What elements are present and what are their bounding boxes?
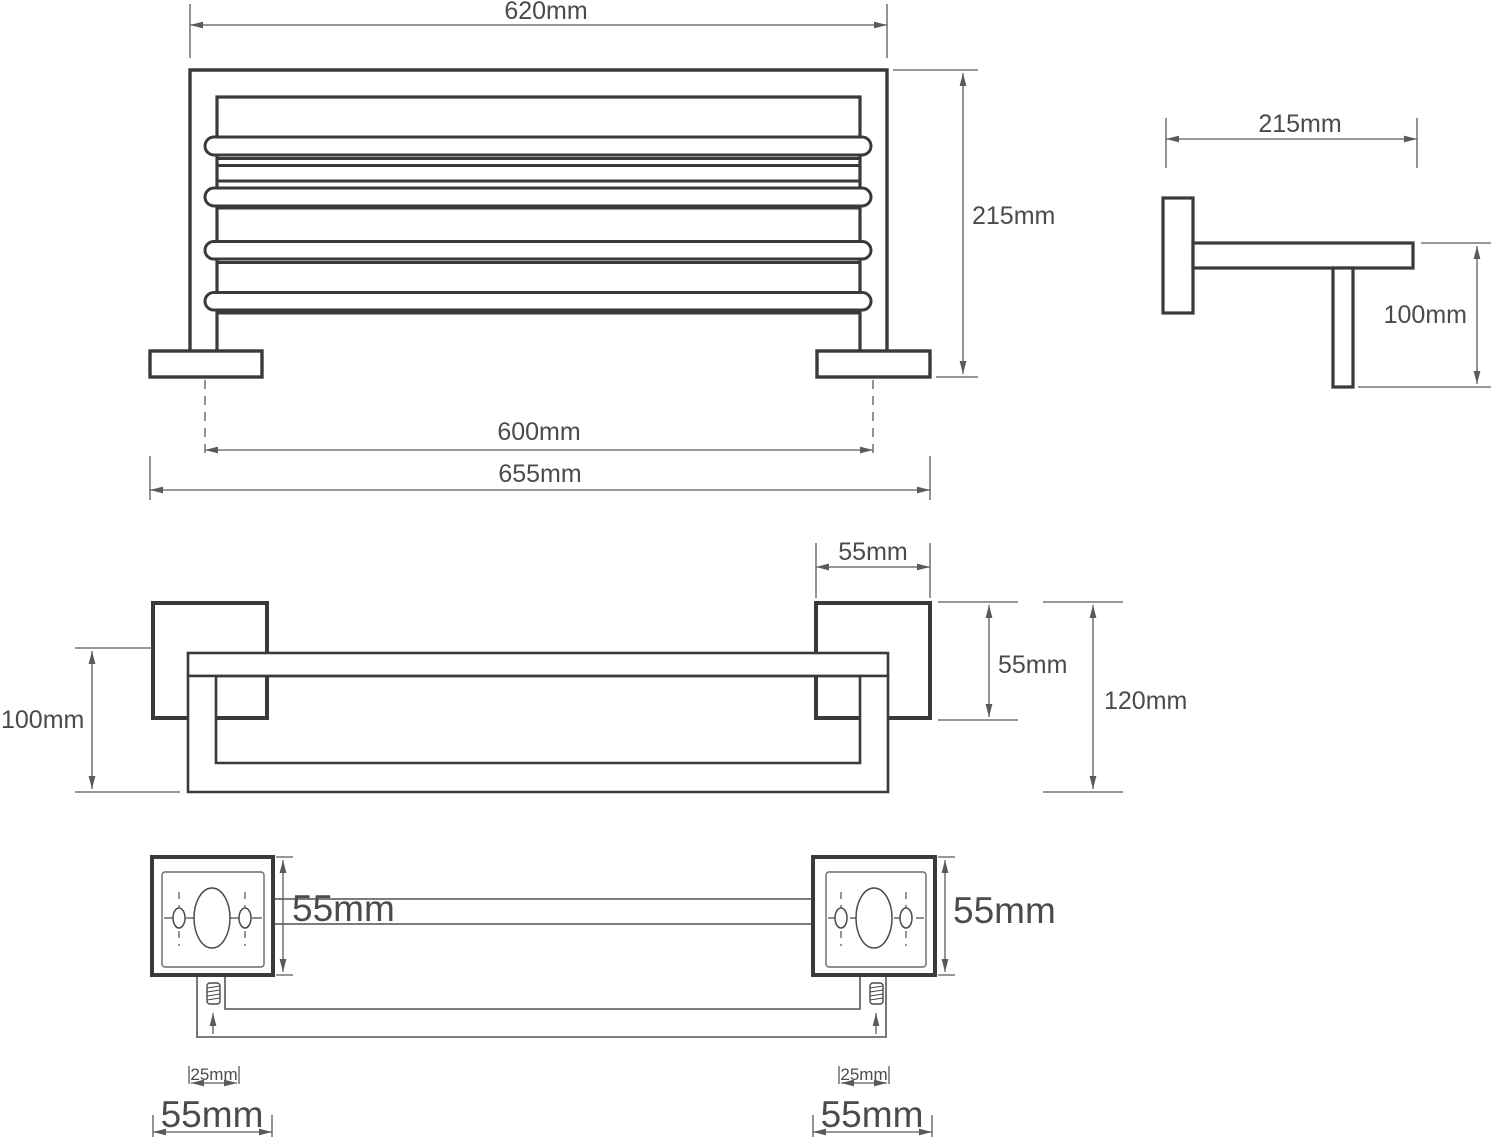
- dimension-25-left: [189, 1065, 239, 1084]
- dimension-25-right: [839, 1065, 889, 1084]
- screw-right: [870, 983, 883, 1004]
- mounting-view: [152, 857, 1056, 1137]
- keyhole-center: [194, 888, 230, 948]
- screw-left: [207, 983, 220, 1004]
- dimension-55-plate-right-height: [938, 857, 1056, 975]
- dimension-55-plate-left-height: [276, 857, 395, 975]
- wall-plate: [1163, 198, 1193, 313]
- dimension-55-plate-right-width: [813, 1094, 932, 1137]
- foot-left: [150, 351, 262, 377]
- screw-hole-left: [835, 908, 847, 928]
- foot-right: [817, 351, 930, 377]
- shelf-arm: [1193, 243, 1413, 268]
- mount-plate-right: [813, 857, 935, 1034]
- dimension-label: 620mm: [504, 0, 588, 25]
- keyhole-center: [856, 888, 892, 948]
- mount-plate-left: [152, 857, 273, 1034]
- dimension-label: 55mm: [998, 651, 1068, 679]
- dimension-label: 55mm: [820, 1094, 924, 1135]
- dimension-label: 55mm: [953, 890, 1056, 931]
- dimension-label: 655mm: [498, 460, 582, 488]
- dimension-55-bracket-width: [816, 538, 930, 598]
- dimension-label: 25mm: [840, 1065, 888, 1084]
- screw-hole-left: [173, 908, 185, 928]
- towel-rail: [188, 676, 888, 792]
- dimension-120-depth: [1043, 602, 1187, 792]
- dimension-label: 120mm: [1104, 687, 1188, 715]
- towel-bar-1: [205, 137, 871, 155]
- dimension-label: 215mm: [972, 202, 1056, 230]
- side-view: [1163, 110, 1491, 387]
- dimension-label: 55mm: [292, 888, 395, 929]
- towel-bar-4: [205, 293, 871, 311]
- dimension-215-height: [893, 70, 1055, 377]
- dimension-55-bracket-depth: [938, 602, 1067, 720]
- screw-hole-right: [239, 908, 251, 928]
- dimension-620: [190, 0, 887, 58]
- dimension-215-depth: [1166, 110, 1417, 168]
- shelf-bar: [188, 653, 888, 676]
- rail-outline-inner: [225, 975, 860, 1009]
- hanging-bar: [1333, 268, 1353, 387]
- dimension-label: 55mm: [838, 538, 908, 566]
- rail-outline-outer: [197, 975, 886, 1037]
- dimension-655: [150, 456, 930, 500]
- screw-hole-right: [900, 908, 912, 928]
- dimension-label: 215mm: [1258, 110, 1342, 138]
- dimension-label: 600mm: [497, 418, 581, 446]
- dimension-600: [205, 418, 873, 450]
- dimension-label: 100mm: [1, 706, 85, 734]
- towel-bar-3: [205, 242, 871, 260]
- dimension-label: 55mm: [160, 1094, 264, 1135]
- dimension-label: 25mm: [190, 1065, 238, 1084]
- dimension-55-plate-left-width: [153, 1094, 272, 1137]
- dimension-label: 100mm: [1383, 301, 1467, 329]
- towel-bar-2: [205, 188, 871, 206]
- plan-view: [1, 538, 1187, 792]
- front-view: [150, 0, 1055, 500]
